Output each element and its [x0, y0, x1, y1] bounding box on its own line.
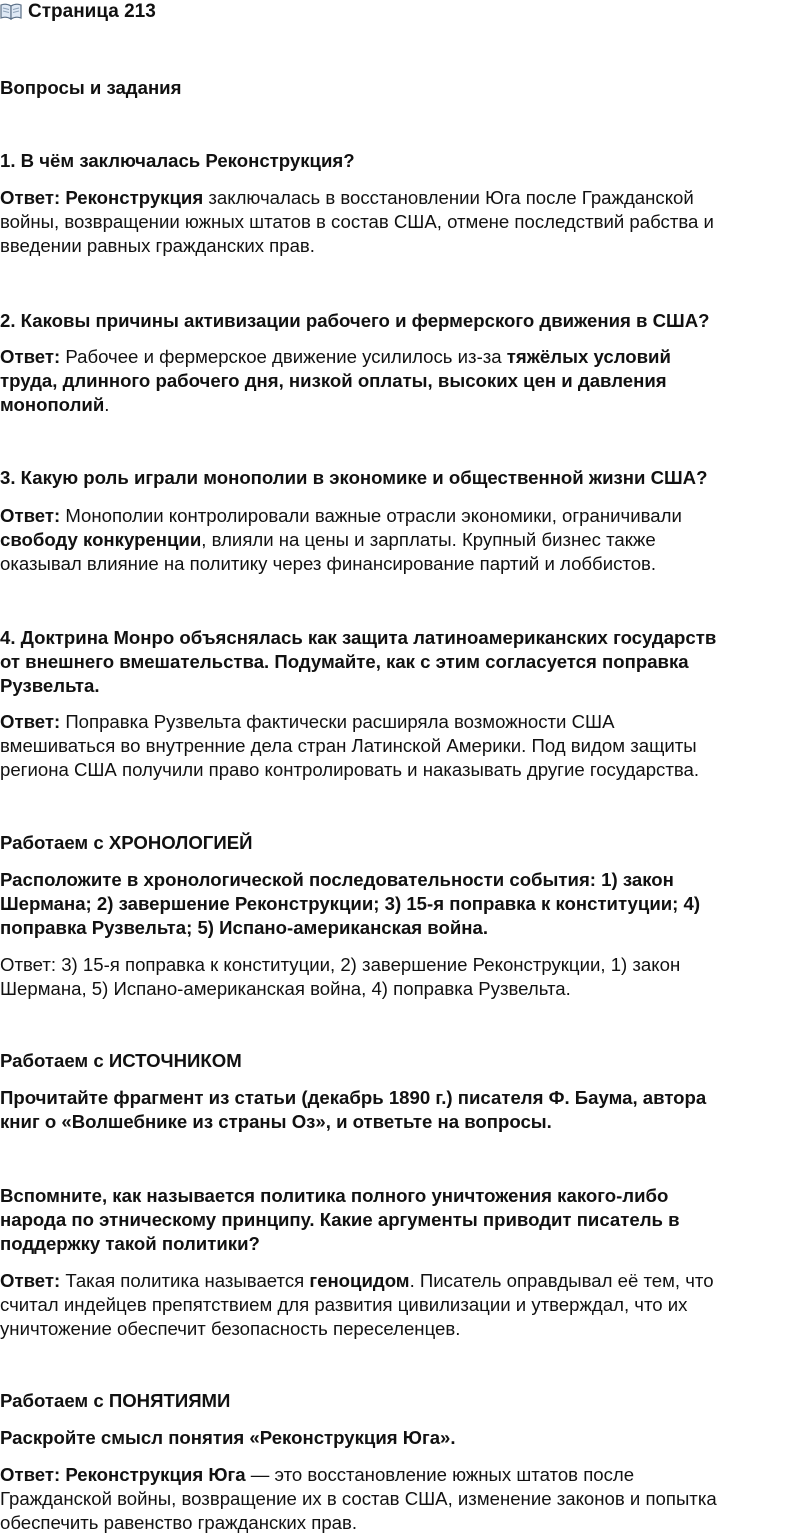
- answer-3-text: Монополии контролировали важные отрасли экономики, ограничивали: [60, 505, 682, 526]
- concepts-answer-line-3: обеспечить равенство гражданских прав.: [0, 1512, 358, 1533]
- section-heading-source: Работаем с ИСТОЧНИКОМ: [0, 1050, 242, 1071]
- answer-label: Ответ:: [0, 346, 61, 367]
- answer-4-line-1: [0, 710, 800, 734]
- section-heading-questions: Вопросы и задания: [0, 77, 182, 98]
- chronology-task-line-3: поправка Рузвельта; 5) Испано-американская война.: [0, 917, 489, 938]
- section-heading-concepts: Работаем с ПОНЯТИЯМИ: [0, 1390, 231, 1411]
- chronology-task-line-1: Расположите в хронологической последовательности события: 1) закон: [0, 869, 674, 890]
- answer-2-emphasis: тяжёлых условий: [506, 346, 671, 367]
- answer-2-tail: .: [104, 394, 110, 415]
- page-title-text: Страница 213: [28, 1, 156, 22]
- section-heading-chronology: Работаем с ХРОНОЛОГИЕЙ: [0, 832, 253, 853]
- source-answer-line-3: уничтожение обеспечит безопасность переселенцев.: [0, 1318, 461, 1339]
- question-4-line-3: Рузвельта.: [0, 675, 100, 696]
- answer-4-line-3: региона США получили право контролировать и наказывать другие государства.: [0, 759, 700, 780]
- answer-1-text: заключалась в восстановлении Юга после Гражданской: [203, 187, 694, 208]
- question-2: 2. Каковы причины активизации рабочего и фермерского движения в США?: [0, 310, 710, 331]
- answer-2-emphasis-2: труда, длинного рабочего дня, низкой оплаты, высоких цен и давления: [0, 370, 667, 391]
- concepts-answer-line-2: Гражданской войны, возвращение их в состав США, изменение законов и попытка: [0, 1488, 717, 1509]
- answer-2-line-3: [0, 393, 800, 417]
- answer-label: Ответ:: [0, 1270, 61, 1291]
- answer-2-line-1: [0, 345, 800, 369]
- answer-3-text-2: , влияли на цены и зарплаты. Крупный бизнес также: [201, 529, 656, 550]
- answer-label: Ответ:: [0, 711, 61, 732]
- source-question-line-1: Вспомните, как называется политика полного уничтожения какого-либо: [0, 1185, 669, 1206]
- chronology-answer-line-1: Ответ: 3) 15-я поправка к конституции, 2) завершение Реконструкции, 1) закон: [0, 954, 681, 975]
- answer-3-line-3: оказывал влияние на политику через финансирование партий и лоббистов.: [0, 553, 657, 574]
- answer-3-emphasis: свободу конкуренции: [0, 529, 202, 550]
- answer-2-text: Рабочее и фермерское движение усилилось из-за: [60, 346, 507, 367]
- answer-2-emphasis-3: монополий: [0, 394, 105, 415]
- concepts-answer-text: — это восстановление южных штатов после: [245, 1464, 635, 1485]
- answer-label: Ответ:: [0, 1464, 61, 1485]
- question-4-line-1: 4. Доктрина Монро объяснялась как защита латиноамериканских государств: [0, 627, 717, 648]
- concepts-task: Раскройте смысл понятия «Реконструкция Юга».: [0, 1427, 456, 1448]
- answer-1-term: Реконструкция: [65, 187, 204, 208]
- answer-2-line-2: [0, 369, 800, 393]
- source-task-line-1: Прочитайте фрагмент из статьи (декабрь 1890 г.) писателя Ф. Баума, автора: [0, 1087, 707, 1108]
- question-1: 1. В чём заключалась Реконструкция?: [0, 150, 355, 171]
- source-answer-line-1: [0, 1269, 800, 1293]
- chronology-task-line-2: Шермана; 2) завершение Реконструкции; 3) 15-я поправка к конституции; 4): [0, 893, 701, 914]
- answer-1-line-3: введении равных гражданских прав.: [0, 235, 315, 256]
- chronology-answer-line-2: Шермана, 5) Испано-американская война, 4) поправка Рузвельта.: [0, 978, 571, 999]
- open-book-icon: [0, 2, 22, 27]
- question-3: 3. Какую роль играли монополии в экономике и общественной жизни США?: [0, 467, 708, 488]
- answer-3-line-1: [0, 504, 800, 528]
- answer-4-text: Поправка Рузвельта фактически расширяла возможности США: [60, 711, 615, 732]
- concepts-answer-line-1: [0, 1463, 800, 1487]
- source-question-line-3: поддержку такой политики?: [0, 1233, 260, 1254]
- concepts-answer-term: Реконструкция Юга: [65, 1464, 246, 1485]
- answer-1-line-2: войны, возвращении южных штатов в состав США, отмене последствий рабства и: [0, 211, 714, 232]
- answer-label: Ответ:: [0, 187, 61, 208]
- source-answer-line-2: считал индейцев препятствием для развития цивилизации и утверждал, что их: [0, 1294, 688, 1315]
- answer-4-line-2: вмешиваться во внутренние дела стран Латинской Америки. Под видом защиты: [0, 735, 697, 756]
- answer-label: Ответ:: [0, 505, 61, 526]
- source-answer-text: Такая политика называется: [60, 1270, 310, 1291]
- question-4-line-2: от внешнего вмешательства. Подумайте, как с этим согласуется поправка: [0, 651, 689, 672]
- answer-3-line-2: [0, 528, 800, 552]
- source-task-line-2: книг о «Волшебнике из страны Оз», и ответьте на вопросы.: [0, 1111, 552, 1132]
- source-question-line-2: народа по этническому принципу. Какие аргументы приводит писатель в: [0, 1209, 680, 1230]
- page-title: [0, 0, 800, 27]
- source-answer-emphasis: геноцидом: [309, 1270, 410, 1291]
- answer-1-line-1: [0, 186, 800, 210]
- source-answer-tail: . Писатель оправдывал её тем, что: [409, 1270, 714, 1291]
